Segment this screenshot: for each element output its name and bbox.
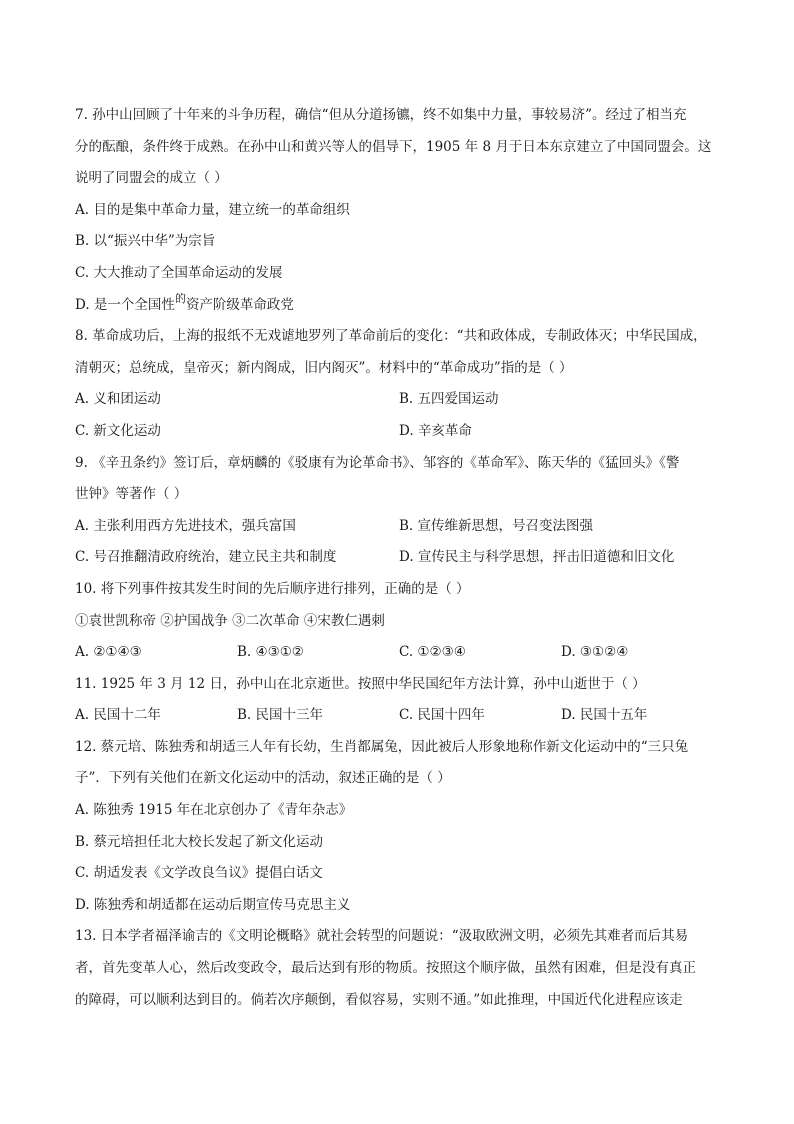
option-d-suffix: 资产阶级革命政党 [185,296,294,313]
option-b[interactable]: B. ④③①② [237,644,304,661]
question-13 [75,921,723,1016]
question-stem-line: 10. 将下列事件按其发生时间的先后顺序进行排列，正确的是（ ） [75,580,470,597]
options-row [75,416,723,448]
option-b[interactable]: B. 蔡元培担任北大校长发起了新文化运动 [75,833,324,850]
options-row [75,637,723,669]
option-c[interactable]: C. 民国十四年 [399,707,485,724]
question-stem-line: 清朝灭；总统成，皇帝灭；新内阁成，旧内阁灭”。材料中的“革命成功”指的是（ ） [75,359,573,376]
question-stem-line: 者，首先变革人心，然后改变政令，最后达到有形的物质。按照这个顺序做，虽然有困难，但是没有真正 [75,960,696,977]
option-a[interactable]: A. 主张利用西方先进技术，强兵富国 [75,517,296,534]
question-stem-line: 分的酝酿，条件终于成熟。在孙中山和黄兴等人的倡导下，1905 年 8 月于日本东京建立了中国同盟会。这 [75,138,712,155]
question-stem-line: 世钟》等著作（ ） [75,486,188,503]
option-d[interactable]: D. 宣传民主与科学思想，抨击旧道德和旧文化 [399,549,675,566]
question-12 [75,732,723,922]
option-d[interactable]: D. ③①②④ [561,644,629,661]
option-d-prefix: D. 是一个全国性 [75,296,175,313]
option-d[interactable]: D. 民国十五年 [561,707,648,724]
options-row [75,384,723,416]
options-row [75,700,723,732]
question-stem-line: 的障碍，可以顺利达到目的。倘若次序颠倒，看似容易，实则不通。”如此推理，中国近代化进程应该走 [75,991,683,1008]
option-a[interactable]: A. 陈独秀 1915 年在北京创办了《青年杂志》 [75,802,353,819]
question-stem-line: 7. 孙中山回顾了十年来的斗争历程，确信“但从分道扬镳，终不如集中力量，事较易济”。经过了相当充 [75,107,687,123]
question-stem-line: 8. 革命成功后，上海的报纸不无戏谑地罗列了革命前后的变化：“共和政体成，专制政体灭；中华民国成， [75,328,707,345]
option-a[interactable]: A. 民国十二年 [75,707,161,724]
option-b[interactable]: B. 以“振兴中华”为宗旨 [75,233,216,250]
option-c[interactable]: C. ①②③④ [399,644,466,661]
option-d[interactable] [75,290,723,322]
option-d[interactable]: D. 陈独秀和胡适都在运动后期宣传马克思主义 [75,896,351,913]
question-7 [75,100,723,321]
option-d-superscript: 的 [174,291,186,305]
option-a[interactable]: A. ②①④③ [75,644,142,661]
question-stem-line: 9. 《辛丑条约》签订后，章炳麟的《驳康有为论革命书》、邹容的《革命军》、陈天华的《猛回头》《警 [75,454,680,471]
option-b[interactable]: B. 民国十三年 [237,707,324,724]
question-stem-line: 12. 蔡元培、陈独秀和胡适三人年有长幼，生肖都属兔，因此被后人形象地称作新文化运动中的“三只兔 [75,738,689,755]
question-9 [75,448,723,574]
question-11 [75,669,723,732]
question-stem-line: 11. 1925 年 3 月 12 日，孙中山在北京逝世。按照中华民国纪年方法计算，孙中山逝世于（ ） [75,675,646,692]
options-row [75,542,723,574]
options-row [75,511,723,543]
option-d[interactable]: D. 辛亥革命 [399,422,472,439]
question-10 [75,574,723,669]
question-stem-line: 说明了同盟会的成立（ ） [75,170,228,187]
option-c[interactable]: C. 号召推翻清政府统治，建立民主共和制度 [75,549,337,566]
option-c[interactable]: C. 新文化运动 [75,422,161,439]
option-b[interactable]: B. 宣传维新思想，号召变法图强 [399,517,594,534]
question-stem-line: 子”．下列有关他们在新文化运动中的活动，叙述正确的是（ ） [75,770,451,787]
option-b[interactable]: B. 五四爱国运动 [399,391,499,408]
question-stem-line: 13. 日本学者福泽谕吉的《文明论概略》就社会转型的问题说：“汲取欧洲文明，必须先其难者而后其易 [75,928,689,945]
option-c[interactable]: C. 大大推动了全国革命运动的发展 [75,264,283,281]
question-8 [75,321,723,447]
option-a[interactable]: A. 目的是集中革命力量，建立统一的革命组织 [75,201,350,218]
event-list: ①袁世凯称帝 ②护国战争 ③二次革命 ④宋教仁遇刺 [75,612,385,629]
option-c[interactable]: C. 胡适发表《文学改良刍议》提倡白话文 [75,865,323,882]
exam-page [75,100,723,1016]
option-a[interactable]: A. 义和团运动 [75,391,161,408]
